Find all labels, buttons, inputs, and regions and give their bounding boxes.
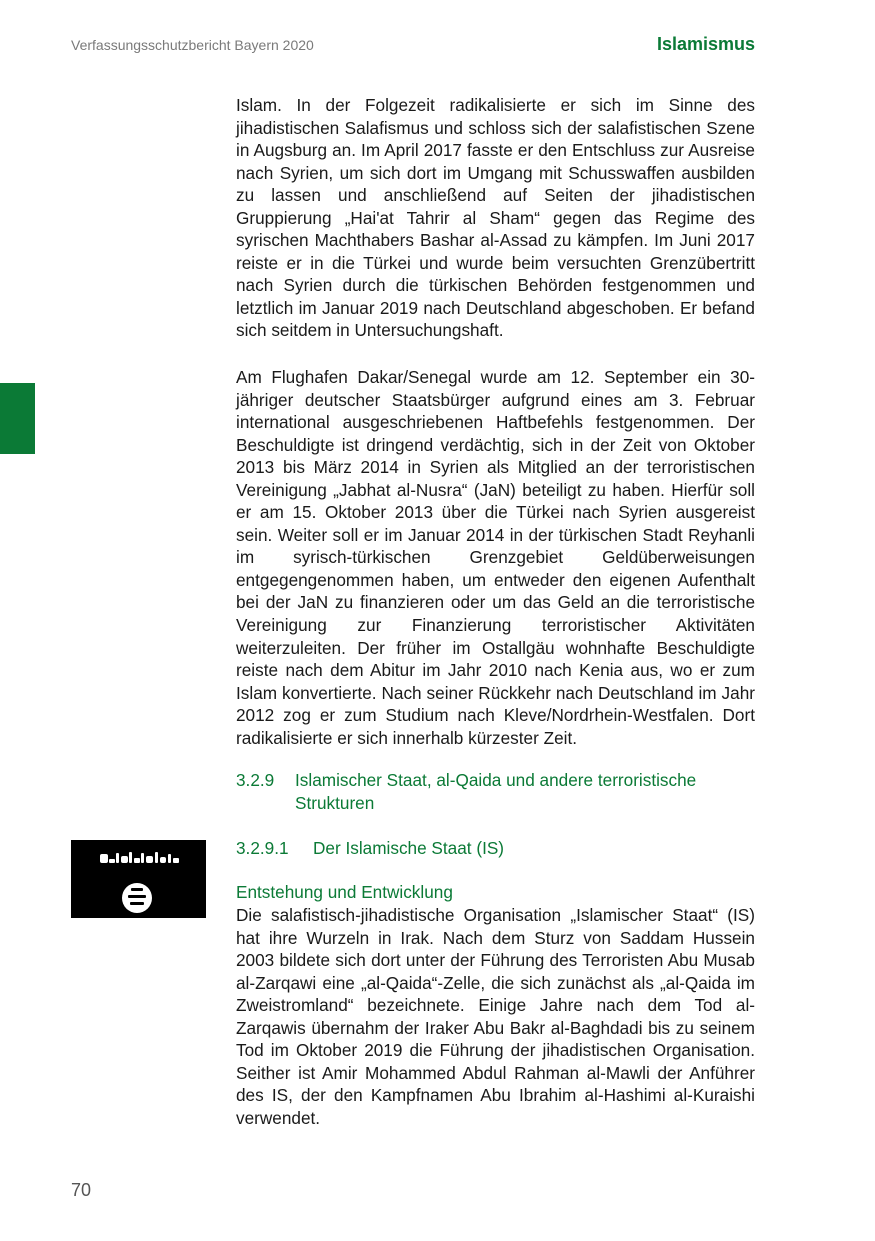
is-flag-image — [71, 840, 206, 918]
body-paragraph: Islam. In der Folgezeit radikalisierte er sich im Sinne des jihadistischen Salafismus und schloss sich der salafistischen Szene in Augsburg an. Im April 2017 fasste er den Entschluss zur Ausreise nach Syrien, um sich dort im Umgang mit Schusswaffen ausbilden zu lassen und anschließend auf Seiten der jihadistischen Gruppierung „Hai'at Tahrir al Sham“ gegen das Regime des syrischen Machthabers Bashar al-Assad zu kämpfen. Im Juni 2017 reiste er in die Türkei und wurde beim versuchten Grenzübertritt nach Syrien durch die türkischen Behörden festgenommen und letztlich im Januar 2019 nach Deutschland abgeschoben. Er befand sich seitdem in Untersuchungshaft. — [236, 95, 755, 341]
subsection-heading — [236, 837, 755, 860]
subsubheading: Entstehung und Entwicklung — [236, 882, 453, 902]
chapter-title: Islamismus — [656, 34, 755, 54]
section-number: 3.2.9 — [236, 770, 275, 790]
body-paragraph: Die salafistisch-jihadistische Organisation „Islamischer Staat“ (IS) hat ihre Wurzeln in Irak. Nach dem Sturz von Saddam Hussein 2003 bildete sich dort unter der Führung des Terroristen Abu Musab al-Zarqawi eine „al-Qaida“-Zelle, die sich zunächst als „al-Qaida im Zweistromland“ bezeichnete. Einige Jahre nach dem Tod al-Zarqawis übernahm der Iraker Abu Bakr al-Baghdadi bis zu seinem Tod im Oktober 2019 die Führung der jihadistischen Organisation. Seither ist Amir Mohammed Abdul Rahman al-Mawli der Anführer des IS, der den Kampfnamen Abu Ibrahim al-Hashimi al-Kuraishi verwendet. — [236, 905, 755, 1128]
section-heading — [236, 769, 755, 814]
body-paragraph: Am Flughafen Dakar/Senegal wurde am 12. September ein 30-jähriger deutscher Staatsbürger aufgrund eines am 3. Februar international ausgeschriebenen Haftbefehls festgenommen. Der Beschuldigte ist dringend verdächtig, sich in der Zeit von Oktober 2013 bis März 2014 in Syrien als Mitglied an der terroristischen Vereinigung „Jabhat al-Nusra“ (JaN) beteiligt zu haben. Hierfür soll er am 15. Oktober 2013 über die Türkei nach Syrien ausgereist sein. Weiter soll er im Januar 2014 in der türkischen Stadt Reyhanli im syrisch-türkischen Grenzgebiet Geldüberweisungen entgegengenommen haben, um entweder den eigenen Aufenthalt bei der JaN zu finanzieren oder um das Geld an die terroristische Vereinigung zur Finanzierung terroristischer Aktivitäten weiterzuleiten. Der früher im Ostallgäu wohnhafte Beschuldigte reiste nach dem Abitur im Jahr 2010 nach Kenia aus, wo er zum Islam konvertierte. Nach seiner Rückkehr nach Deutschland im Jahr 2012 zog er zum Studium nach Kleve/Nordrhein-Westfalen. Dort radikalisierte er sich innerhalb kürzester Zeit. — [236, 367, 755, 748]
subsection-title: Der Islamische Staat (IS) — [313, 838, 505, 858]
section-title: Islamischer Staat, al-Qaida und andere terroristische Strukturen — [295, 770, 697, 813]
flag-graphic — [71, 840, 206, 918]
running-header-title: Verfassungsschutzbericht Bayern 2020 — [71, 37, 314, 53]
page-number: 70 — [71, 1180, 92, 1200]
subsection-number: 3.2.9.1 — [236, 838, 289, 858]
chapter-marker-tab — [0, 383, 35, 454]
